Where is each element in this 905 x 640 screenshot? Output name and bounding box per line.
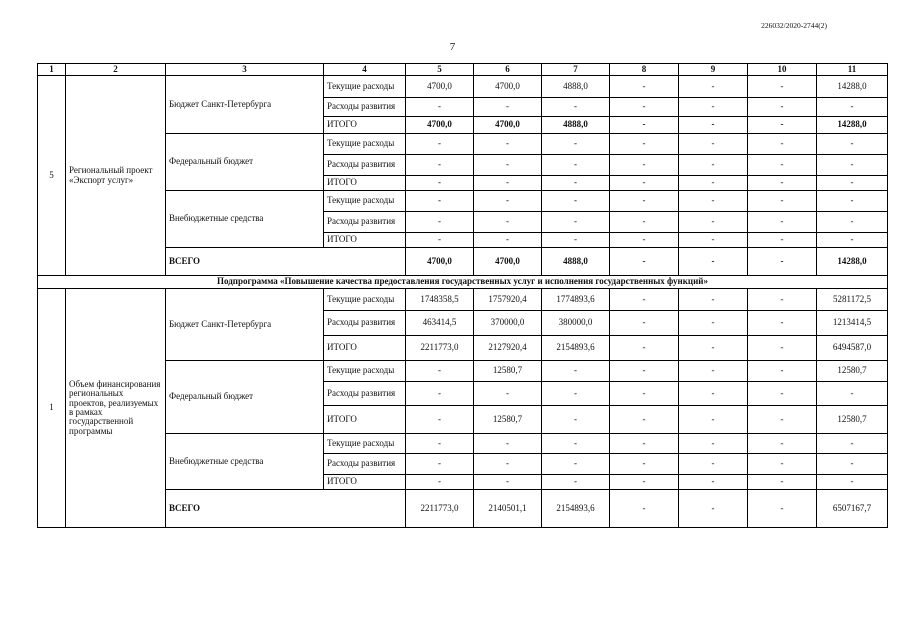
- value-cell: -: [679, 289, 748, 311]
- value-cell: -: [748, 155, 817, 176]
- value-cell: -: [610, 454, 679, 475]
- value-cell: 2154893,6: [542, 336, 610, 361]
- table-row: [38, 76, 888, 98]
- value-cell: -: [474, 233, 542, 248]
- value-cell: -: [817, 454, 888, 475]
- value-cell: -: [406, 454, 474, 475]
- value-cell: -: [542, 233, 610, 248]
- expense-type: Текущие расходы: [324, 76, 406, 98]
- total-value: 4888,0: [542, 248, 610, 276]
- page-number: 7: [449, 41, 456, 53]
- total-value: -: [679, 248, 748, 276]
- value-cell: -: [406, 98, 474, 117]
- value-cell: -: [406, 191, 474, 212]
- row-number: 5: [38, 76, 66, 276]
- value-cell: -: [748, 336, 817, 361]
- funding-source: Федеральный бюджет: [166, 361, 324, 434]
- row-number: 1: [38, 289, 66, 528]
- value-cell: -: [474, 434, 542, 454]
- total-row: [38, 490, 888, 528]
- expense-type: Текущие расходы: [324, 134, 406, 155]
- total-value: 2154893,6: [542, 490, 610, 528]
- expense-type: ИТОГО: [324, 117, 406, 134]
- value-cell: -: [679, 117, 748, 134]
- value-cell: 4700,0: [474, 117, 542, 134]
- table-row: [38, 191, 888, 212]
- funding-source: Внебюджетные средства: [166, 434, 324, 490]
- total-value: -: [679, 490, 748, 528]
- value-cell: -: [679, 361, 748, 382]
- value-cell: -: [748, 233, 817, 248]
- total-label: ВСЕГО: [166, 490, 406, 528]
- total-row: [38, 248, 888, 276]
- total-value: 14288,0: [817, 248, 888, 276]
- expense-type: Текущие расходы: [324, 361, 406, 382]
- value-cell: -: [748, 117, 817, 134]
- value-cell: -: [610, 336, 679, 361]
- project-name: Региональный проект «Экспорт услуг»: [66, 76, 166, 276]
- value-cell: 12580,7: [474, 361, 542, 382]
- total-value: 2140501,1: [474, 490, 542, 528]
- value-cell: -: [474, 98, 542, 117]
- column-header: 6: [474, 64, 542, 76]
- value-cell: 2211773,0: [406, 336, 474, 361]
- value-cell: -: [542, 155, 610, 176]
- value-cell: -: [406, 434, 474, 454]
- value-cell: -: [817, 155, 888, 176]
- value-cell: -: [748, 434, 817, 454]
- value-cell: -: [474, 155, 542, 176]
- value-cell: -: [817, 212, 888, 233]
- expense-type: ИТОГО: [324, 176, 406, 191]
- value-cell: -: [406, 134, 474, 155]
- value-cell: -: [817, 176, 888, 191]
- value-cell: -: [474, 454, 542, 475]
- value-cell: -: [748, 382, 817, 406]
- value-cell: 5281172,5: [817, 289, 888, 311]
- value-cell: 1757920,4: [474, 289, 542, 311]
- expense-type: ИТОГО: [324, 233, 406, 248]
- funding-source: Бюджет Санкт-Петербурга: [166, 76, 324, 134]
- expense-type: Расходы развития: [324, 454, 406, 475]
- value-cell: -: [817, 134, 888, 155]
- funding-source: Федеральный бюджет: [166, 134, 324, 191]
- value-cell: -: [406, 176, 474, 191]
- table-row: [38, 289, 888, 311]
- value-cell: -: [610, 212, 679, 233]
- financing-table: [37, 63, 888, 528]
- value-cell: -: [679, 134, 748, 155]
- value-cell: 1748358,5: [406, 289, 474, 311]
- value-cell: -: [679, 191, 748, 212]
- value-cell: -: [406, 361, 474, 382]
- value-cell: -: [817, 191, 888, 212]
- table-row: [38, 134, 888, 155]
- value-cell: 4700,0: [406, 117, 474, 134]
- value-cell: 370000,0: [474, 311, 542, 336]
- total-value: -: [748, 490, 817, 528]
- column-header: 8: [610, 64, 679, 76]
- value-cell: -: [817, 98, 888, 117]
- value-cell: -: [610, 176, 679, 191]
- value-cell: 12580,7: [817, 361, 888, 382]
- value-cell: -: [748, 289, 817, 311]
- value-cell: -: [748, 176, 817, 191]
- value-cell: -: [748, 212, 817, 233]
- value-cell: -: [679, 406, 748, 434]
- value-cell: -: [748, 191, 817, 212]
- value-cell: -: [817, 434, 888, 454]
- value-cell: -: [748, 134, 817, 155]
- value-cell: -: [406, 155, 474, 176]
- value-cell: -: [474, 382, 542, 406]
- funding-source: Внебюджетные средства: [166, 191, 324, 248]
- value-cell: 4700,0: [474, 76, 542, 98]
- column-header: 3: [166, 64, 324, 76]
- value-cell: -: [610, 191, 679, 212]
- value-cell: -: [542, 134, 610, 155]
- expense-type: ИТОГО: [324, 336, 406, 361]
- value-cell: -: [748, 454, 817, 475]
- value-cell: -: [748, 311, 817, 336]
- value-cell: -: [406, 382, 474, 406]
- value-cell: -: [542, 406, 610, 434]
- value-cell: -: [474, 176, 542, 191]
- value-cell: -: [679, 311, 748, 336]
- expense-type: ИТОГО: [324, 475, 406, 490]
- value-cell: -: [610, 134, 679, 155]
- value-cell: -: [610, 382, 679, 406]
- value-cell: -: [406, 475, 474, 490]
- value-cell: -: [679, 336, 748, 361]
- value-cell: -: [474, 212, 542, 233]
- expense-type: Текущие расходы: [324, 191, 406, 212]
- value-cell: -: [748, 475, 817, 490]
- value-cell: -: [610, 76, 679, 98]
- expense-type: Расходы развития: [324, 98, 406, 117]
- value-cell: -: [748, 76, 817, 98]
- value-cell: -: [679, 382, 748, 406]
- value-cell: -: [406, 406, 474, 434]
- value-cell: -: [474, 475, 542, 490]
- total-value: 4700,0: [474, 248, 542, 276]
- header-row: [38, 64, 888, 76]
- value-cell: 14288,0: [817, 117, 888, 134]
- value-cell: -: [748, 361, 817, 382]
- total-value: 2211773,0: [406, 490, 474, 528]
- column-header: 4: [324, 64, 406, 76]
- value-cell: -: [542, 212, 610, 233]
- table-row: [38, 361, 888, 382]
- value-cell: 380000,0: [542, 311, 610, 336]
- total-value: 4700,0: [406, 248, 474, 276]
- subprogram-title: Подпрограмма «Повышение качества предоставления государственных услуг и исполнения государственных функций»: [38, 276, 888, 289]
- expense-type: ИТОГО: [324, 406, 406, 434]
- value-cell: -: [679, 176, 748, 191]
- total-value: 6507167,7: [817, 490, 888, 528]
- value-cell: -: [679, 76, 748, 98]
- value-cell: 1213414,5: [817, 311, 888, 336]
- total-value: -: [610, 248, 679, 276]
- subprogram-row: [38, 276, 888, 289]
- value-cell: -: [542, 454, 610, 475]
- project-name: Объем финансирования региональных проектов, реализуемых в рамках государственной программы: [66, 289, 166, 528]
- value-cell: -: [610, 311, 679, 336]
- value-cell: -: [679, 454, 748, 475]
- column-header: 2: [66, 64, 166, 76]
- expense-type: Текущие расходы: [324, 434, 406, 454]
- value-cell: -: [679, 233, 748, 248]
- expense-type: Текущие расходы: [324, 289, 406, 311]
- value-cell: -: [679, 155, 748, 176]
- total-value: -: [748, 248, 817, 276]
- document-id: 226032/2020-2744(2): [761, 21, 827, 30]
- expense-type: Расходы развития: [324, 212, 406, 233]
- value-cell: -: [610, 475, 679, 490]
- value-cell: -: [679, 475, 748, 490]
- value-cell: -: [748, 406, 817, 434]
- table-body: [38, 64, 888, 528]
- value-cell: -: [817, 233, 888, 248]
- total-label: ВСЕГО: [166, 248, 406, 276]
- expense-type: Расходы развития: [324, 311, 406, 336]
- expense-type: Расходы развития: [324, 155, 406, 176]
- value-cell: -: [610, 434, 679, 454]
- value-cell: -: [679, 212, 748, 233]
- value-cell: -: [679, 434, 748, 454]
- column-header: 1: [38, 64, 66, 76]
- value-cell: 463414,5: [406, 311, 474, 336]
- value-cell: -: [610, 233, 679, 248]
- table-row: [38, 434, 888, 454]
- column-header: 10: [748, 64, 817, 76]
- value-cell: -: [610, 406, 679, 434]
- value-cell: -: [542, 434, 610, 454]
- column-header: 7: [542, 64, 610, 76]
- value-cell: -: [817, 475, 888, 490]
- value-cell: -: [542, 475, 610, 490]
- value-cell: 6494587,0: [817, 336, 888, 361]
- value-cell: 4700,0: [406, 76, 474, 98]
- value-cell: -: [748, 98, 817, 117]
- value-cell: 12580,7: [817, 406, 888, 434]
- expense-type: Расходы развития: [324, 382, 406, 406]
- total-value: -: [610, 490, 679, 528]
- value-cell: -: [610, 117, 679, 134]
- value-cell: -: [542, 382, 610, 406]
- value-cell: -: [610, 155, 679, 176]
- value-cell: 4888,0: [542, 117, 610, 134]
- value-cell: 4888,0: [542, 76, 610, 98]
- value-cell: -: [474, 134, 542, 155]
- value-cell: 14288,0: [817, 76, 888, 98]
- value-cell: 2127920,4: [474, 336, 542, 361]
- value-cell: -: [610, 98, 679, 117]
- value-cell: 12580,7: [474, 406, 542, 434]
- value-cell: -: [474, 191, 542, 212]
- value-cell: -: [542, 361, 610, 382]
- value-cell: 1774893,6: [542, 289, 610, 311]
- value-cell: -: [817, 382, 888, 406]
- value-cell: -: [610, 289, 679, 311]
- column-header: 5: [406, 64, 474, 76]
- funding-source: Бюджет Санкт-Петербурга: [166, 289, 324, 361]
- value-cell: -: [406, 212, 474, 233]
- column-header: 11: [817, 64, 888, 76]
- value-cell: -: [406, 233, 474, 248]
- value-cell: -: [542, 98, 610, 117]
- value-cell: -: [610, 361, 679, 382]
- value-cell: -: [542, 176, 610, 191]
- value-cell: -: [679, 98, 748, 117]
- column-header: 9: [679, 64, 748, 76]
- value-cell: -: [542, 191, 610, 212]
